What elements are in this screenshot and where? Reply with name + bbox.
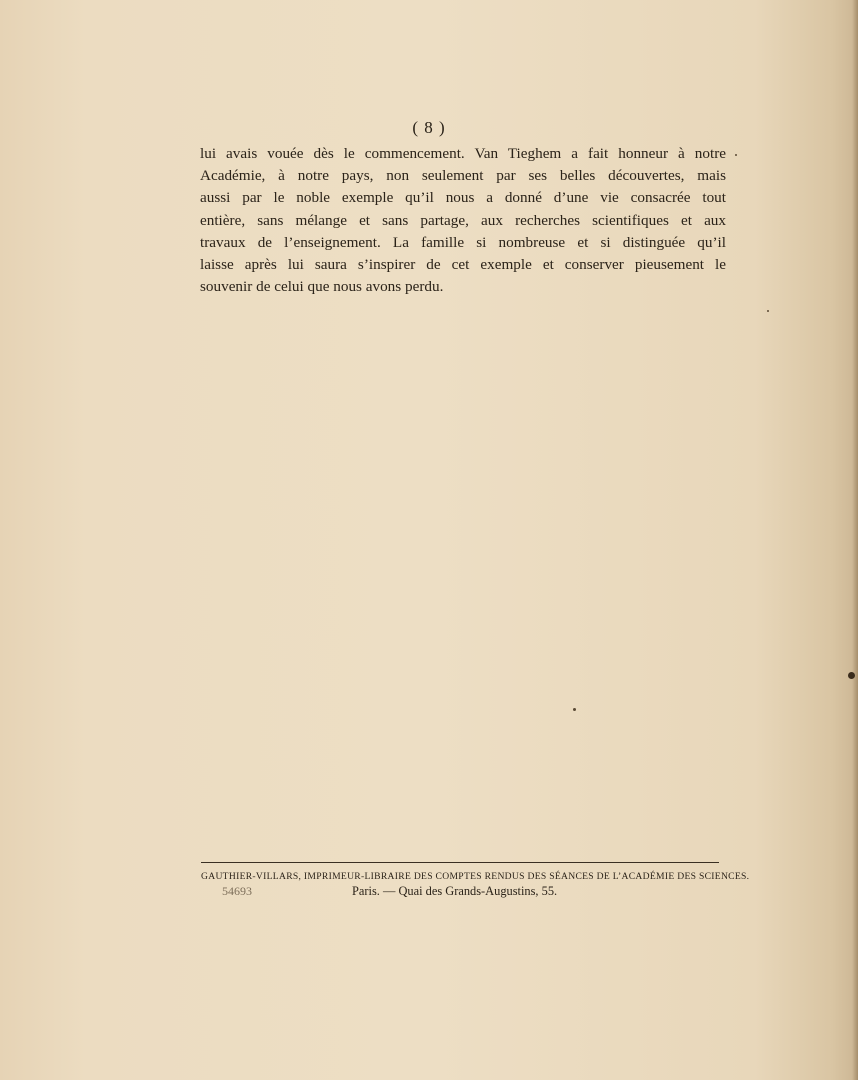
text-line: Académie, à notre pays, non seulement par ses belles découvertes, mais (200, 167, 726, 185)
text-line-last: souvenir de celui que nous avons perdu. (200, 278, 444, 296)
paper-speck (735, 154, 737, 156)
paper-speck (848, 672, 855, 679)
text-line: lui avais vouée dès le commencement. Van Tieghem a fait honneur à notre (200, 145, 726, 162)
page-edge-shadow (852, 0, 858, 1080)
printer-imprint: GAUTHIER-VILLARS, IMPRIMEUR-LIBRAIRE DES COMPTES RENDUS DES SÉANCES DE L’ACADÉMIE DES SCIENCES. (201, 871, 750, 882)
paper-speck (767, 310, 769, 312)
footer-rule (201, 862, 719, 863)
printer-address: Paris. — Quai des Grands-Augustins, 55. (352, 884, 558, 898)
text-line: entière, sans mélange et sans partage, aux recherches scientifiques et aux (200, 211, 726, 229)
printer-code: 54693 (222, 884, 252, 898)
paper-speck (573, 708, 576, 711)
text-line: aussi par le noble exemple qu’il nous a donné d’une vie consacrée tout (200, 189, 726, 207)
body-paragraph (200, 143, 726, 298)
page-number: ( 8 ) (412, 118, 446, 137)
text-line: travaux de l’enseignement. La famille si nombreuse et si distinguée qu’il (200, 233, 726, 251)
text-line: laisse après lui saura s’inspirer de cet exemple et conserver pieusement le (200, 256, 726, 274)
